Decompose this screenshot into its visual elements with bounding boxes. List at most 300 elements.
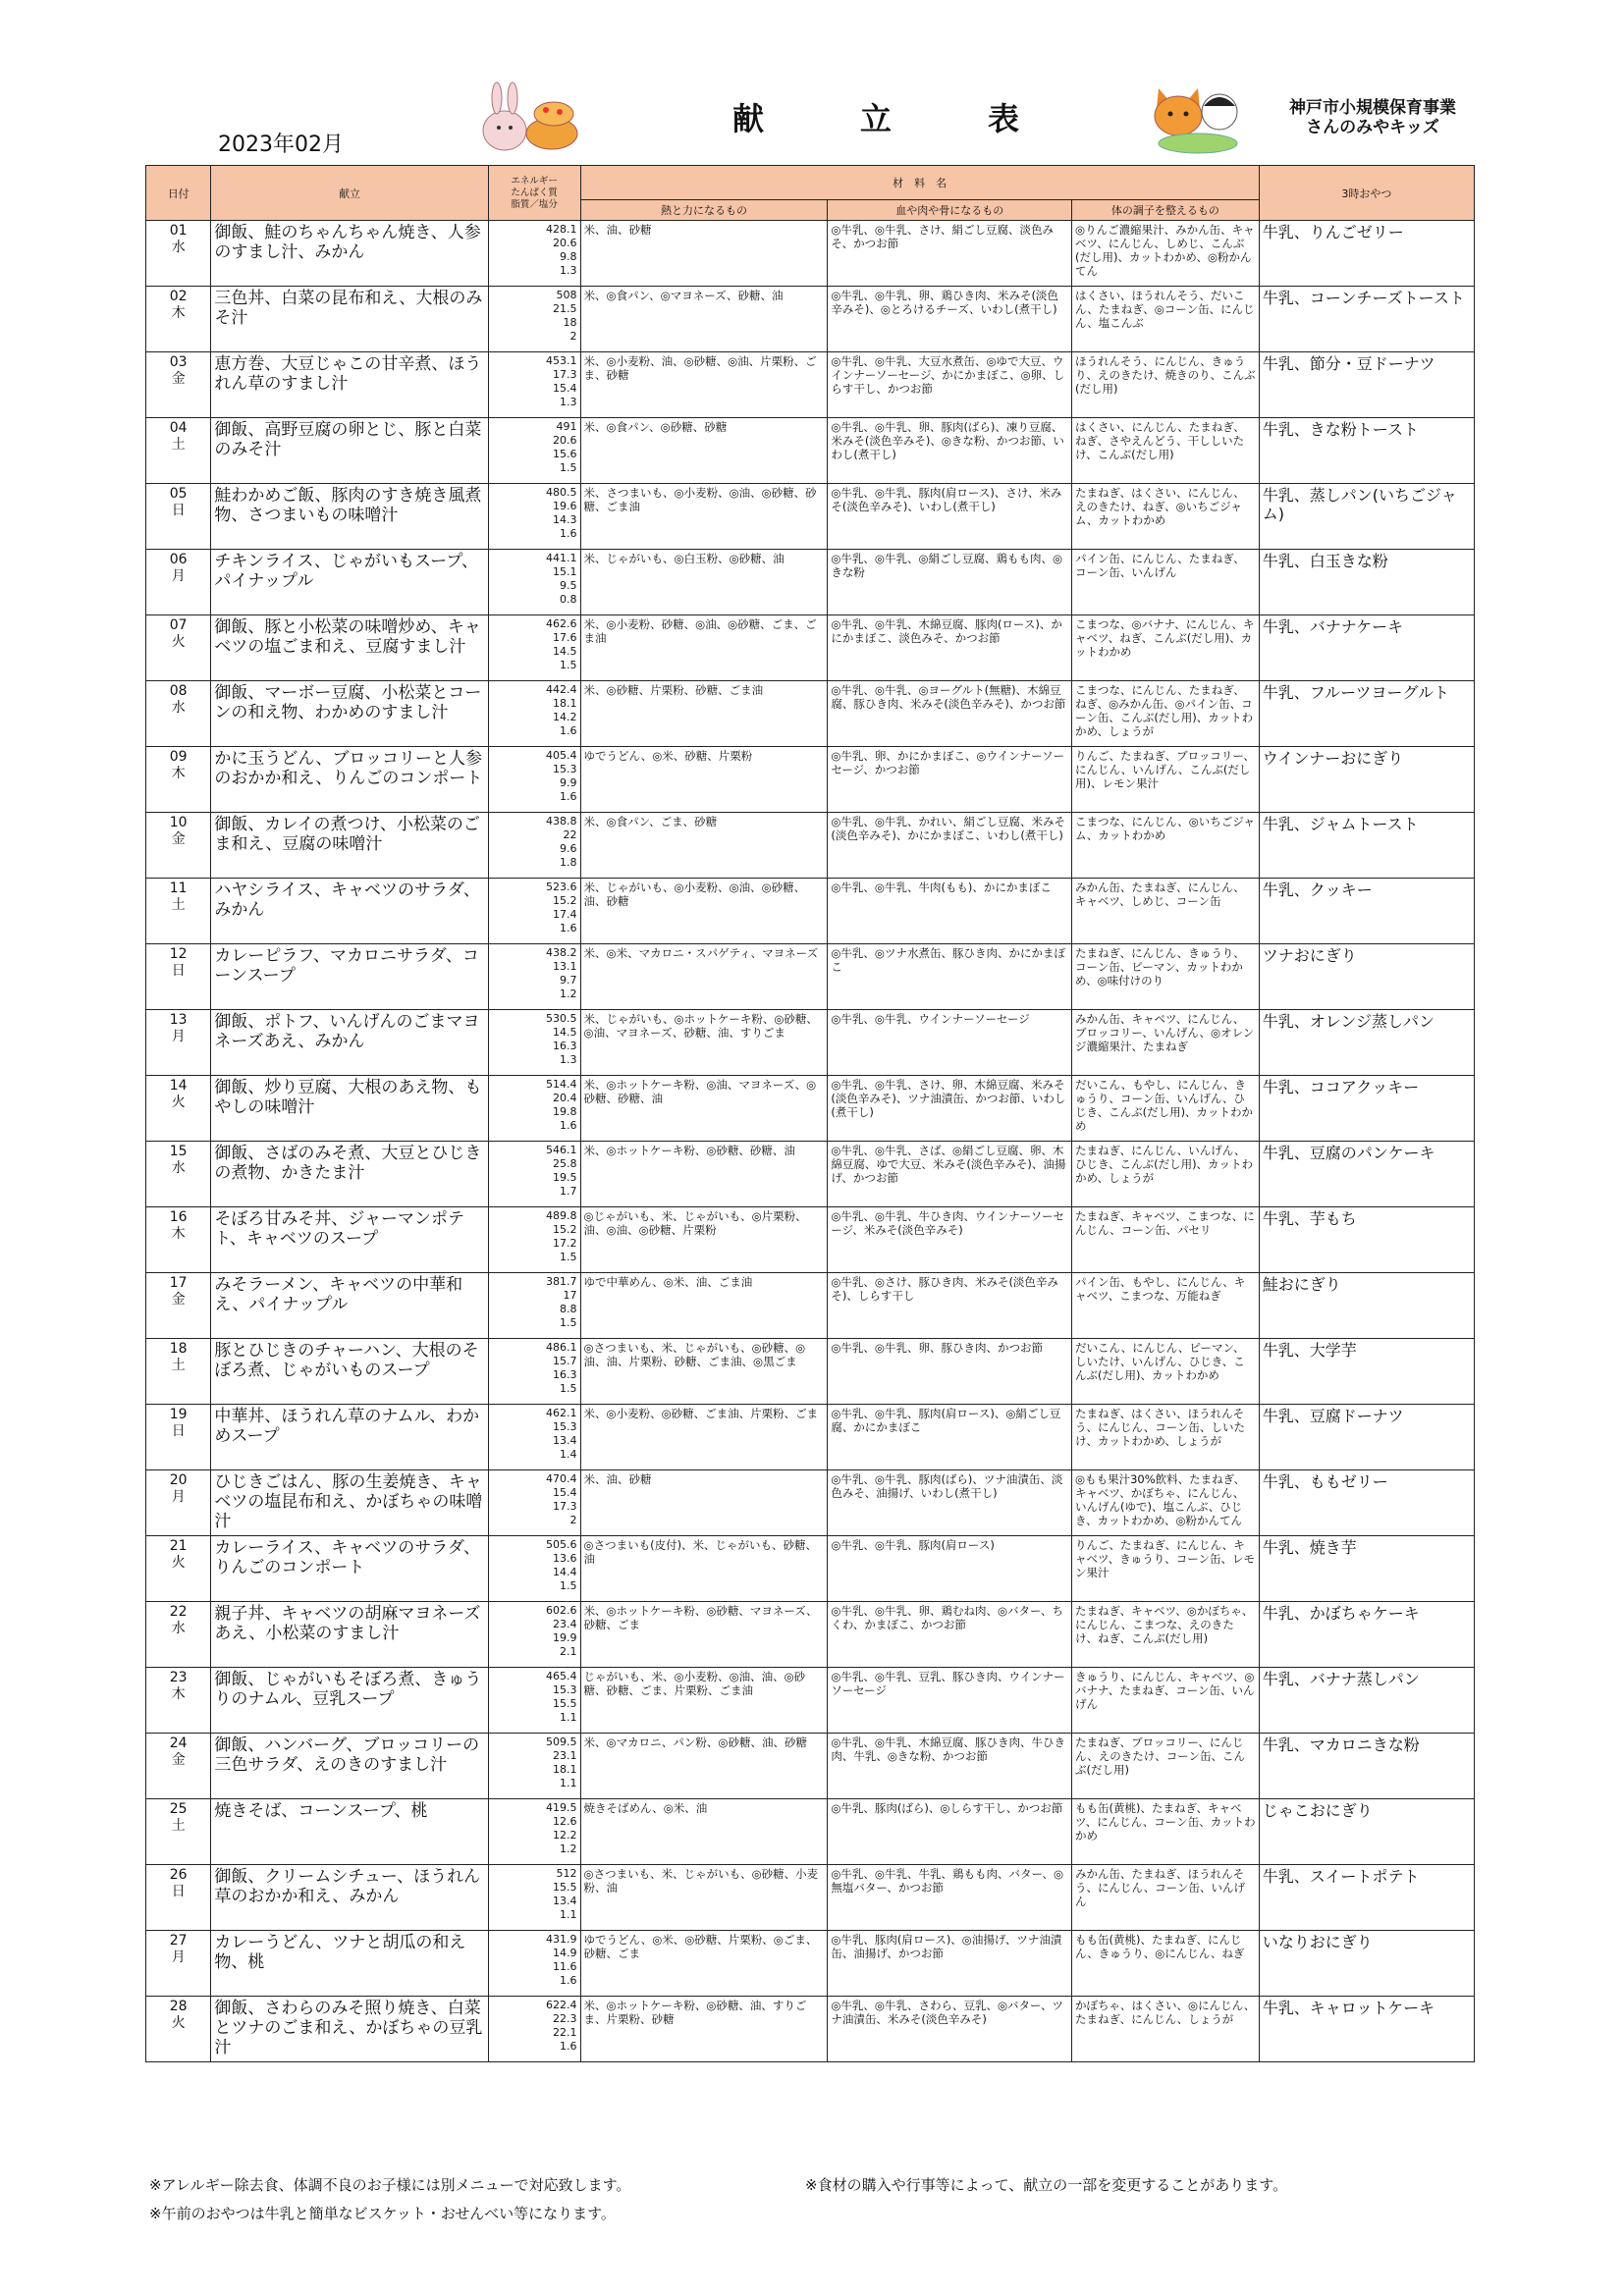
body-ingredients-cell: ◎もも果汁30%飲料、たまねぎ、キャベツ、かぼちゃ、にんじん、いんげん(ゆで)、塩こんぶ、ひじき、カットわかめ、◎粉かんてん [1072,1470,1260,1536]
body-ingredients-cell: たまねぎ、にんじん、いんげん、ひじき、こんぶ(だし用)、カットわかめ、しょうが [1072,1142,1260,1207]
heat-ingredients-cell: 米、油、砂糖 [580,1470,828,1536]
menu-month: 2023年02月 [218,133,344,157]
org-line-1: 神戸市小規模保育事業 [1289,98,1456,118]
snack-cell: 牛乳、ココアクッキー [1259,1076,1474,1142]
energy-value: 480.5 [546,486,577,499]
table-row [146,287,1475,352]
menu-table-body [146,221,1475,2062]
day-weekday: 木 [171,1226,186,1242]
blood-ingredients-cell: ◎牛乳、◎牛乳、木綿豆腐、豚ひき肉、牛ひき肉、牛乳、◎きな粉、かつお節 [828,1734,1072,1799]
snack-cell: 牛乳、りんごゼリー [1259,221,1474,287]
blood-ingredients-cell: ◎牛乳、◎さけ、豚ひき肉、米みそ(淡色辛みそ)、しらす干し [828,1273,1072,1339]
snack-cell: いなりおにぎり [1259,1931,1474,1997]
day-cell [146,1668,211,1734]
blood-ingredients-cell: ◎牛乳、◎牛乳、豚肉(肩ロース) [828,1536,1072,1602]
table-row [146,418,1475,484]
body-ingredients-cell: きゅうり、にんじん、キャベツ、◎バナナ、たまねぎ、コーン缶、いんげん [1072,1668,1260,1734]
nutrition-cell [488,1207,580,1273]
dish-cell: 御飯、じゃがいもそぼろ煮、きゅうりのナムル、豆乳スープ [211,1668,488,1734]
nutrition-cell [488,1865,580,1931]
day-cell [146,1142,211,1207]
day-weekday: 金 [171,831,186,847]
day-weekday: 日 [171,963,186,979]
protein-value: 15.2 [553,1223,577,1236]
salt-value: 2.1 [560,1645,577,1658]
salt-value: 1.4 [560,1448,577,1461]
heat-ingredients-cell: 米、油、砂糖 [580,221,828,287]
protein-value: 20.6 [553,237,577,249]
blood-ingredients-cell: ◎牛乳、豚肉(ばら)、◎しらす干し、かつお節 [828,1799,1072,1865]
fat-value: 12.2 [553,1829,577,1842]
blood-ingredients-cell: ◎牛乳、◎牛乳、さけ、卵、木綿豆腐、米みそ(淡色辛みそ)、ツナ油漬缶、かつお節、いわし(煮干し) [828,1076,1072,1142]
dish-cell: ハヤシライス、キャベツのサラダ、みかん [211,879,488,944]
heat-ingredients-cell: 米、◎米、マカロニ・スパゲティ、マヨネーズ [580,944,828,1010]
protein-value: 25.8 [553,1157,577,1170]
snack-cell: 牛乳、芋もち [1259,1207,1474,1273]
protein-value: 15.3 [553,763,577,775]
day-cell [146,1339,211,1405]
nutrition-cell [488,747,580,813]
dish-cell: 親子丼、キャベツの胡麻マヨネーズあえ、小松菜のすまし汁 [211,1602,488,1668]
header-nutrition: エネルギー たんぱく質 脂質／塩分 [488,166,580,221]
title-char-3: 表 [988,100,1022,137]
energy-value: 489.8 [546,1209,577,1222]
fat-value: 14.2 [553,711,577,723]
day-cell [146,352,211,418]
dish-cell: 焼きそば、コーンスープ、桃 [211,1799,488,1865]
day-number: 20 [169,1472,188,1488]
nutrition-cell [488,1010,580,1076]
day-number: 18 [169,1341,188,1357]
energy-value: 462.6 [546,617,577,630]
body-ingredients-cell: かぼちゃ、はくさい、◎にんじん、たまねぎ、にんじん、しょうが [1072,1997,1260,2062]
table-row [146,879,1475,944]
day-cell [146,1997,211,2062]
menu-table [145,165,1475,2062]
day-weekday: 木 [171,1686,186,1702]
protein-value: 14.9 [553,1947,577,1959]
day-number: 08 [169,683,188,699]
dish-cell: 御飯、ハンバーグ、ブロッコリーの三色サラダ、えのきのすまし汁 [211,1734,488,1799]
day-weekday: 日 [171,1423,186,1439]
body-ingredients-cell: だいこん、もやし、にんじん、きゅうり、コーン缶、いんげん、ひじき、こんぶ(だし用)、カットわかめ [1072,1076,1260,1142]
day-cell [146,1470,211,1536]
day-cell [146,813,211,879]
day-number: 01 [169,223,188,239]
table-row [146,1142,1475,1207]
blood-ingredients-cell: ◎牛乳、◎牛乳、さば、◎絹ごし豆腐、卵、木綿豆腐、ゆで大豆、米みそ(淡色辛みそ)、油揚げ、かつお節 [828,1142,1072,1207]
protein-value: 15.2 [553,894,577,907]
day-number: 04 [169,420,188,436]
blood-ingredients-cell: ◎牛乳、◎牛乳、豚肉(肩ロース)、さけ、米みそ(淡色辛みそ)、いわし(煮干し) [828,484,1072,550]
body-ingredients-cell: こまつな、にんじん、◎いちごジャム、カットわかめ [1072,813,1260,879]
blood-ingredients-cell: ◎牛乳、◎牛乳、かれい、絹ごし豆腐、米みそ(淡色辛みそ)、かにかまぼこ、いわし(煮干し) [828,813,1072,879]
blood-ingredients-cell: ◎牛乳、◎牛乳、卵、豚肉(ばら)、凍り豆腐、米みそ(淡色辛みそ)、◎きな粉、かつお節、いわし(煮干し) [828,418,1072,484]
day-cell [146,1207,211,1273]
day-cell [146,1734,211,1799]
energy-value: 491 [556,420,577,433]
blood-ingredients-cell: ◎牛乳、◎牛乳、牛肉(もも)、かにかまぼこ [828,879,1072,944]
table-row [146,813,1475,879]
snack-cell: 牛乳、豆腐のパンケーキ [1259,1142,1474,1207]
day-weekday: 土 [171,1818,186,1834]
energy-value: 453.1 [546,354,577,367]
day-weekday: 月 [171,568,186,584]
blood-ingredients-cell: ◎牛乳、◎牛乳、豚肉(肩ロース)、◎絹ごし豆腐、かにかまぼこ [828,1405,1072,1470]
body-ingredients-cell: りんご、たまねぎ、にんじん、キャベツ、きゅうり、コーン缶、レモン果汁 [1072,1536,1260,1602]
nutrition-cell [488,352,580,418]
blood-ingredients-cell: ◎牛乳、豚肉(肩ロース)、◎油揚げ、ツナ油漬缶、油揚げ、かつお節 [828,1931,1072,1997]
protein-value: 22 [563,828,577,841]
day-number: 17 [169,1275,188,1291]
blood-ingredients-cell: ◎牛乳、◎牛乳、卵、鶏むね肉、◎バター、ちくわ、かまぼこ、かつお節 [828,1602,1072,1668]
day-number: 26 [169,1867,188,1883]
protein-value: 21.5 [553,302,577,315]
salt-value: 1.6 [560,922,577,934]
footer-note-snack: ※午前のおやつは牛乳と簡単なビスケット・おせんべい等になります。 [149,2205,616,2222]
table-row [146,352,1475,418]
fat-value: 9.6 [560,842,577,855]
snack-cell: 牛乳、かぼちゃケーキ [1259,1602,1474,1668]
day-number: 12 [169,946,188,962]
table-row [146,1470,1475,1536]
protein-value: 18.1 [553,697,577,710]
snack-cell: 牛乳、豆腐ドーナツ [1259,1405,1474,1470]
dish-cell: カレーライス、キャベツのサラダ、りんごのコンポート [211,1536,488,1602]
energy-value: 602.6 [546,1604,577,1617]
energy-value: 438.2 [546,946,577,959]
blood-ingredients-cell: ◎牛乳、◎牛乳、豆乳、豚ひき肉、ウインナーソーセージ [828,1668,1072,1734]
protein-value: 22.3 [553,2012,577,2025]
fat-value: 16.3 [553,1040,577,1052]
day-cell [146,944,211,1010]
salt-value: 1.1 [560,1908,577,1921]
blood-ingredients-cell: ◎牛乳、◎牛乳、さわら、豆乳、◎バター、ツナ油漬缶、米みそ(淡色辛みそ) [828,1997,1072,2062]
body-ingredients-cell: たまねぎ、にんじん、きゅうり、コーン缶、ピーマン、カットわかめ、◎味付けのり [1072,944,1260,1010]
day-cell [146,418,211,484]
table-row [146,944,1475,1010]
fat-value: 13.4 [553,1895,577,1907]
nutrition-cell [488,221,580,287]
energy-value: 405.4 [546,749,577,762]
page-header [0,0,1624,167]
body-ingredients-cell: パイン缶、もやし、にんじん、キャベツ、こまつな、万能ねぎ [1072,1273,1260,1339]
table-row [146,1010,1475,1076]
fat-value: 9.9 [560,776,577,789]
day-number: 06 [169,552,188,567]
body-ingredients-cell: もも缶(黄桃)、たまねぎ、キャベツ、にんじん、コーン缶、カットわかめ [1072,1799,1260,1865]
day-cell [146,1602,211,1668]
header-snack: 3時おやつ [1259,166,1474,221]
protein-value: 20.6 [553,434,577,447]
energy-value: 512 [556,1867,577,1880]
dish-cell: みそラーメン、キャベツの中華和え、パイナップル [211,1273,488,1339]
fat-value: 14.4 [553,1566,577,1578]
dish-cell: チキンライス、じゃがいもスープ、パイナップル [211,550,488,615]
nutrition-cell [488,1734,580,1799]
day-cell [146,879,211,944]
salt-value: 1.3 [560,396,577,408]
day-number: 14 [169,1078,188,1094]
protein-value: 12.6 [553,1815,577,1828]
body-ingredients-cell: たまねぎ、はくさい、ほうれんそう、にんじん、コーン缶、しいたけ、カットわかめ、しょうが [1072,1405,1260,1470]
table-row [146,550,1475,615]
body-ingredients-cell: はくさい、にんじん、たまねぎ、ねぎ、さやえんどう、干ししいたけ、こんぶ(だし用) [1072,418,1260,484]
snack-cell: 牛乳、節分・豆ドーナツ [1259,352,1474,418]
nutrition-cell [488,1273,580,1339]
dish-cell: 御飯、豚と小松菜の味噌炒め、キャベツの塩ごま和え、豆腐すまし汁 [211,615,488,681]
day-number: 28 [169,1999,188,2014]
snack-cell: 牛乳、スイートポテト [1259,1865,1474,1931]
snack-cell: 鮭おにぎり [1259,1273,1474,1339]
nutrition-cell [488,1470,580,1536]
snack-cell: 牛乳、バナナ蒸しパン [1259,1668,1474,1734]
day-cell [146,484,211,550]
body-ingredients-cell: もも缶(黄桃)、たまねぎ、にんじん、きゅうり、◎にんじん、ねぎ [1072,1931,1260,1997]
day-weekday: 木 [171,766,186,781]
day-weekday: 水 [171,1160,186,1176]
dish-cell: 御飯、炒り豆腐、大根のあえ物、もやしの味噌汁 [211,1076,488,1142]
day-cell [146,550,211,615]
header-day: 日付 [146,166,211,221]
dish-cell: 御飯、さわらのみそ照り焼き、白菜とツナのごま和え、かぼちゃの豆乳汁 [211,1997,488,2062]
fat-value: 9.5 [560,579,577,592]
energy-value: 442.4 [546,683,577,696]
body-ingredients-cell: だいこん、にんじん、ピーマン、しいたけ、いんげん、ひじき、こんぶ(だし用)、カットわかめ [1072,1339,1260,1405]
fat-value: 8.8 [560,1303,577,1315]
protein-value: 15.3 [553,1420,577,1433]
heat-ingredients-cell: 米、◎ホットケーキ粉、◎砂糖、油、すりごま、片栗粉、砂糖 [580,1997,828,2062]
fat-value: 17.3 [553,1500,577,1513]
snack-cell: 牛乳、クッキー [1259,879,1474,944]
salt-value: 1.2 [560,1842,577,1855]
blood-ingredients-cell: ◎牛乳、◎牛乳、◎絹ごし豆腐、鶏もも肉、◎きな粉 [828,550,1072,615]
blood-ingredients-cell: ◎牛乳、◎牛乳、豚肉(ばら)、ツナ油漬缶、淡色みそ、油揚げ、いわし(煮干し) [828,1470,1072,1536]
protein-value: 15.4 [553,1486,577,1499]
heat-ingredients-cell: 米、◎小麦粉、◎砂糖、ごま油、片栗粉、ごま [580,1405,828,1470]
day-weekday: 水 [171,1621,186,1636]
fat-value: 15.4 [553,382,577,395]
day-cell [146,1865,211,1931]
protein-value: 17 [563,1289,577,1302]
nutrition-cell [488,1536,580,1602]
dish-cell: カレーうどん、ツナと胡瓜の和え物、桃 [211,1931,488,1997]
nutrition-cell [488,484,580,550]
dish-cell: ひじきごはん、豚の生姜焼き、キャベツの塩昆布和え、かぼちゃの味噌汁 [211,1470,488,1536]
dish-cell: カレーピラフ、マカロニサラダ、コーンスープ [211,944,488,1010]
heat-ingredients-cell: ◎じゃがいも、米、じゃがいも、◎片栗粉、油、◎油、◎砂糖、片栗粉 [580,1207,828,1273]
protein-value: 17.6 [553,631,577,644]
salt-value: 1.1 [560,1711,577,1724]
protein-value: 13.6 [553,1552,577,1565]
fat-value: 17.4 [553,908,577,921]
salt-value: 1.5 [560,1251,577,1263]
body-ingredients-cell: みかん缶、たまねぎ、にんじん、キャベツ、しめじ、コーン缶 [1072,879,1260,944]
day-number: 19 [169,1407,188,1422]
title-char-2: 立 [860,100,894,137]
day-cell [146,1010,211,1076]
day-number: 22 [169,1604,188,1620]
day-cell [146,1536,211,1602]
body-ingredients-cell: こまつな、にんじん、たまねぎ、ねぎ、◎みかん缶、◎パイン缶、コーン缶、こんぶ(だし用)、カットわかめ、しょうが [1072,681,1260,747]
salt-value: 1.5 [560,461,577,474]
energy-value: 530.5 [546,1012,577,1025]
heat-ingredients-cell: じゃがいも、米、◎小麦粉、◎油、油、◎砂糖、砂糖、ごま、片栗粉、ごま油 [580,1668,828,1734]
day-cell [146,1273,211,1339]
day-number: 23 [169,1670,188,1685]
salt-value: 1.6 [560,1119,577,1132]
nutrition-cell [488,418,580,484]
dish-cell: 御飯、マーボー豆腐、小松菜とコーンの和え物、わかめのすまし汁 [211,681,488,747]
protein-value: 15.7 [553,1355,577,1367]
heat-ingredients-cell: 米、◎ホットケーキ粉、◎砂糖、砂糖、油 [580,1142,828,1207]
day-number: 21 [169,1538,188,1554]
heat-ingredients-cell: 米、◎小麦粉、油、◎砂糖、◎油、片栗粉、ごま、砂糖 [580,352,828,418]
heat-ingredients-cell: 焼きそばめん、◎米、油 [580,1799,828,1865]
fat-value: 19.8 [553,1105,577,1118]
day-weekday: 水 [171,700,186,716]
protein-value: 15.3 [553,1683,577,1696]
nutrition-cell [488,944,580,1010]
salt-value: 1.5 [560,659,577,671]
fat-value: 18.1 [553,1763,577,1776]
header-heat: 熱と力になるもの [580,200,828,221]
snack-cell: 牛乳、フルーツヨーグルト [1259,681,1474,747]
heat-ingredients-cell: 米、◎ホットケーキ粉、◎油、マヨネーズ、◎砂糖、砂糖、油 [580,1076,828,1142]
body-ingredients-cell: みかん缶、キャベツ、にんじん、ブロッコリー、いんげん、◎オレンジ濃縮果汁、たまねぎ [1072,1010,1260,1076]
table-row [146,221,1475,287]
nutrition-cell [488,1076,580,1142]
dish-cell: 豚とひじきのチャーハン、大根のそぼろ煮、じゃがいものスープ [211,1339,488,1405]
fat-value: 13.4 [553,1434,577,1447]
day-weekday: 土 [171,1358,186,1373]
dish-cell: 御飯、カレイの煮つけ、小松菜のごま和え、豆腐の味噌汁 [211,813,488,879]
energy-value: 419.5 [546,1801,577,1814]
day-weekday: 木 [171,305,186,321]
blood-ingredients-cell: ◎牛乳、◎牛乳、大豆水煮缶、◎ゆで大豆、ウインナーソーセージ、かにかまぼこ、◎卵、しらす干し、かつお節 [828,352,1072,418]
salt-value: 1.7 [560,1185,577,1198]
table-row [146,484,1475,550]
nutrition-cell [488,1339,580,1405]
day-number: 03 [169,354,188,370]
day-cell [146,1931,211,1997]
day-weekday: 水 [171,240,186,255]
heat-ingredients-cell: 米、じゃがいも、◎小麦粉、◎油、◎砂糖、油、砂糖 [580,879,828,944]
nutrition-cell [488,1405,580,1470]
day-cell [146,287,211,352]
salt-value: 1.5 [560,1579,577,1592]
heat-ingredients-cell: 米、◎小麦粉、砂糖、◎油、◎砂糖、ごま、ごま油 [580,615,828,681]
table-row [146,1273,1475,1339]
dish-cell: 鮭わかめご飯、豚肉のすき焼き風煮物、さつまいもの味噌汁 [211,484,488,550]
heat-ingredients-cell: ゆでうどん、◎米、◎砂糖、片栗粉、◎ごま、砂糖、ごま [580,1931,828,1997]
nutrition-cell [488,1602,580,1668]
energy-value: 465.4 [546,1670,577,1682]
table-row [146,1405,1475,1470]
day-weekday: 日 [171,503,186,518]
heat-ingredients-cell: 米、じゃがいも、◎白玉粉、◎砂糖、油 [580,550,828,615]
day-weekday: 金 [171,371,186,387]
day-number: 24 [169,1735,188,1751]
fat-value: 9.7 [560,974,577,987]
protein-value: 23.4 [553,1618,577,1630]
org-line-2: さんのみやキッズ [1306,118,1439,137]
day-number: 27 [169,1933,188,1949]
snack-cell: 牛乳、ジャムトースト [1259,813,1474,879]
heat-ingredients-cell: 米、◎マカロニ、パン粉、◎砂糖、油、砂糖 [580,1734,828,1799]
footer-note-change: ※食材の購入や行事等によって、献立の一部を変更することがあります。 [805,2176,1288,2194]
dish-cell: 恵方巻、大豆じゃこの甘辛煮、ほうれん草のすまし汁 [211,352,488,418]
day-weekday: 土 [171,897,186,913]
snack-cell: 牛乳、オレンジ蒸しパン [1259,1010,1474,1076]
salt-value: 1.3 [560,264,577,277]
nutrition-cell [488,1799,580,1865]
day-weekday: 火 [171,2015,186,2031]
energy-value: 509.5 [546,1735,577,1748]
nutrition-cell [488,1668,580,1734]
salt-value: 1.6 [560,1974,577,1987]
header-dish: 献立 [211,166,488,221]
table-row [146,615,1475,681]
dish-cell: そぼろ甘みそ丼、ジャーマンポテト、キャベツのスープ [211,1207,488,1273]
blood-ingredients-cell: ◎牛乳、◎牛乳、卵、豚ひき肉、かつお節 [828,1339,1072,1405]
snack-cell: 牛乳、ももゼリー [1259,1470,1474,1536]
heat-ingredients-cell: 米、じゃがいも、◎ホットケーキ粉、◎砂糖、◎油、マヨネーズ、砂糖、油、すりごま [580,1010,828,1076]
snack-cell: 牛乳、白玉きな粉 [1259,550,1474,615]
snack-cell: 牛乳、大学芋 [1259,1339,1474,1405]
salt-value: 1.8 [560,856,577,869]
snack-cell: 牛乳、キャロットケーキ [1259,1997,1474,2062]
energy-value: 508 [556,289,577,301]
energy-value: 431.9 [546,1933,577,1946]
table-row [146,681,1475,747]
fat-value: 16.3 [553,1368,577,1381]
nutrition-cell [488,615,580,681]
energy-value: 514.4 [546,1078,577,1091]
fat-value: 15.6 [553,448,577,460]
salt-value: 1.6 [560,2040,577,2053]
table-row [146,1734,1475,1799]
protein-value: 17.3 [553,368,577,381]
energy-value: 470.4 [546,1472,577,1485]
salt-value: 1.6 [560,724,577,737]
dish-cell: かに玉うどん、ブロッコリーと人参のおかか和え、りんごのコンポート [211,747,488,813]
heat-ingredients-cell: ゆでうどん、◎米、砂糖、片栗粉 [580,747,828,813]
day-weekday: 日 [171,1884,186,1899]
fat-value: 14.5 [553,645,577,658]
table-row [146,1076,1475,1142]
energy-value: 486.1 [546,1341,577,1354]
heat-ingredients-cell: 米、◎食パン、◎マヨネーズ、砂糖、油 [580,287,828,352]
fat-value: 9.8 [560,250,577,263]
snack-cell: 牛乳、きな粉トースト [1259,418,1474,484]
salt-value: 2 [569,330,577,343]
salt-value: 1.6 [560,790,577,803]
table-row [146,1339,1475,1405]
heat-ingredients-cell: ◎さつまいも(皮付)、米、じゃがいも、砂糖、油 [580,1536,828,1602]
day-cell [146,681,211,747]
energy-value: 546.1 [546,1144,577,1156]
snack-cell: 牛乳、蒸しパン(いちごジャム) [1259,484,1474,550]
nutrition-cell [488,813,580,879]
day-weekday: 火 [171,1555,186,1571]
protein-value: 23.1 [553,1749,577,1762]
salt-value: 1.6 [560,527,577,540]
blood-ingredients-cell: ◎牛乳、卵、かにかまぼこ、◎ウインナーソーセージ、かつお節 [828,747,1072,813]
day-number: 11 [169,881,188,896]
day-weekday: 月 [171,1949,186,1965]
table-row [146,1602,1475,1668]
